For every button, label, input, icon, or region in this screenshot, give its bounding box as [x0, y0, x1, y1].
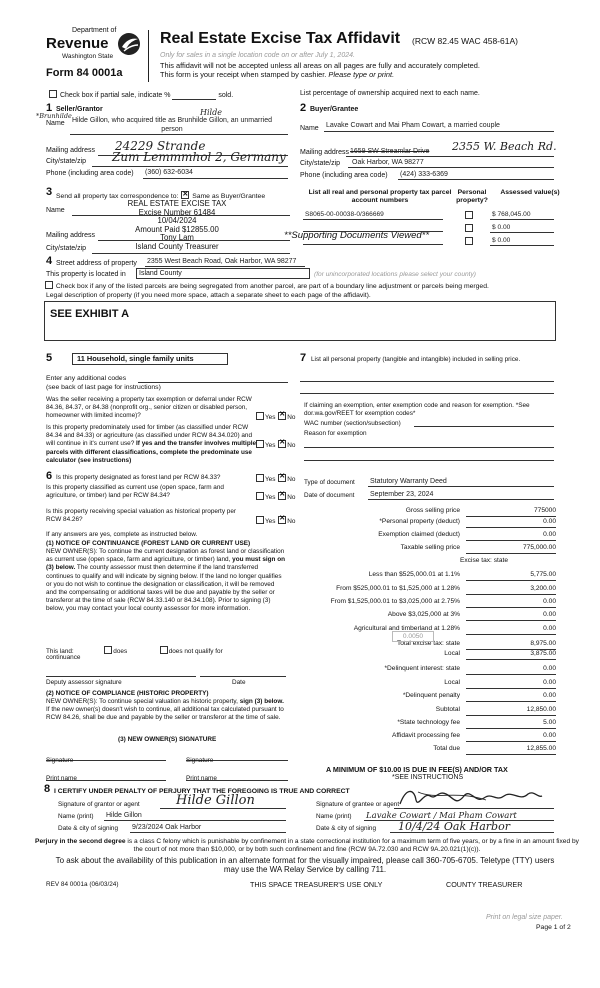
grantor-name-value[interactable]: Hilde Gillon: [106, 812, 142, 819]
calc-row-label: Affidavit processing fee: [391, 732, 460, 739]
calc-row-label: *Delinquent penalty: [402, 692, 460, 699]
historic-answer: [255, 516, 295, 526]
header-divider: [148, 30, 149, 82]
calc-row: [300, 531, 558, 542]
stamp-line-5: Tony Lam: [160, 233, 194, 243]
notice-line2: [160, 70, 394, 79]
calc-row-label: From $525,000.01 to $1,525,000 at 1.28%: [336, 585, 460, 592]
open-space-question: Is this property classified as current use (open space, farm and agriculture, or timber) land per RCW 84.34?: [46, 484, 224, 500]
exemption-yes-checkbox[interactable]: [256, 412, 264, 420]
parcel-account-2[interactable]: [303, 231, 443, 232]
section7-number: 7: [300, 352, 307, 364]
section3-name-label: Name: [46, 207, 65, 214]
legal-size-note: Print on legal size paper.: [486, 914, 563, 921]
buyer-phone-value[interactable]: (424) 333-6369: [400, 171, 448, 178]
seller-phone-label: Phone (including area code): [46, 170, 134, 177]
wac-number-field[interactable]: [414, 426, 554, 427]
document-type-label: Type of document: [304, 479, 355, 486]
partial-sale-label: Check box if partial sale, indicate %: [59, 92, 171, 99]
personal-property-checkbox-3[interactable]: [465, 237, 473, 245]
buyer-city-label: City/state/zip: [300, 160, 341, 167]
grantor-date-value[interactable]: 9/23/2024 Oak Harbor: [132, 824, 202, 831]
calc-row: [300, 611, 558, 622]
calc-row-value[interactable]: 5.00: [466, 719, 556, 729]
rcw-reference: (RCW 82.45 WAC 458-61A): [412, 36, 518, 46]
signature-label-2: Signature: [186, 757, 214, 764]
notice1-bold: you must sign on (3) below.: [46, 556, 286, 572]
buyer-mailing-label: Mailing address: [300, 149, 350, 156]
calc-row-value[interactable]: 12,850.00: [466, 706, 556, 716]
timber-answer: [255, 440, 295, 450]
calc-row: [300, 518, 558, 529]
same-as-buyer-label: Same as Buyer/Grantee: [192, 193, 266, 200]
seller-section-label: Seller/Grantor: [56, 106, 103, 113]
timber-question: [46, 424, 258, 465]
calc-row: [300, 557, 558, 568]
section1-number: 1: [46, 102, 53, 114]
deputy-date-line[interactable]: [200, 676, 286, 677]
seller-mailing-label: Mailing address: [46, 147, 96, 154]
notice3-title: (3) NEW OWNER(S) SIGNATURE: [118, 736, 217, 743]
perjury-notice: [34, 838, 580, 853]
buyer-phone-label: Phone (including area code): [300, 172, 388, 179]
calc-row-label: Total due: [433, 745, 460, 752]
calc-row-value[interactable]: 8,975.00: [466, 640, 556, 650]
tax-correspondence-label: Send all property tax correspondence to:: [56, 193, 179, 200]
calc-row: [300, 665, 558, 676]
open-space-no-label: No: [287, 494, 296, 501]
calc-row: [300, 719, 558, 730]
forest-no-label: No: [287, 476, 296, 483]
assessed-value-2[interactable]: $ 0.00: [492, 224, 511, 231]
calc-row-value[interactable]: 0.00: [466, 518, 556, 528]
calc-row-label: Less than $525,000.01 at 1.1%: [368, 571, 460, 578]
forest-answer: [255, 474, 295, 484]
parcel-account-1[interactable]: S8065-00-00038-0/366669: [305, 211, 384, 218]
calc-row: [300, 544, 558, 555]
see-instructions-note: *SEE INSTRUCTIONS: [392, 774, 464, 781]
document-date-label: Date of document: [304, 492, 355, 499]
notice2-title: (2) NOTICE OF COMPLIANCE (HISTORIC PROPERTY): [46, 690, 209, 697]
section2-number: 2: [300, 102, 307, 114]
exemption-reason-line-2[interactable]: [304, 460, 554, 461]
grantee-name-value[interactable]: Lavake Cowart / Mai Pham Cowart: [366, 811, 517, 821]
local-rate-value[interactable]: 0.0050: [392, 631, 434, 642]
calc-row-label: From $1,525,000.01 to $3,025,000 at 2.75%: [330, 598, 460, 605]
calc-row-label: Subtotal: [435, 706, 460, 713]
forest-yes-checkbox[interactable]: [256, 474, 264, 482]
seller-city-value[interactable]: Zum Lemmmhol 2, Germany: [112, 150, 286, 164]
personal-property-checkbox-1[interactable]: [465, 211, 473, 219]
exemption-question: Was the seller receiving a property tax exemption or deferral under RCW 84.36, 84.37, or 84.38 (nonprofit org., senior citizen or disabled person, homeowner with limited income)?: [46, 396, 252, 420]
page-indicator: Page 1 of 2: [536, 924, 571, 931]
form-number: Form 84 0001a: [46, 67, 123, 79]
calc-row: [300, 706, 558, 717]
dept-line2: Revenue: [46, 35, 109, 52]
grantee-signature-label: Signature of grantee or agent: [316, 801, 400, 808]
deputy-signature-line[interactable]: [46, 676, 196, 677]
calc-row-value[interactable]: 0.00: [466, 665, 556, 675]
notice-type-print: Please type or print.: [328, 70, 395, 79]
seller-name-label: Name: [46, 120, 65, 127]
personal-property-header: Personal property?: [456, 189, 488, 204]
forest-no-checkbox[interactable]: [278, 474, 286, 482]
buyer-name-label: Name: [300, 125, 319, 132]
calc-row-label: *Delinquent interest: state: [384, 665, 460, 672]
exemption-reason-line-1[interactable]: [304, 447, 554, 448]
timber-question-bold: If yes and the transfer involves multiple parcels with different classifications, complete the predominate use calculator (see instructions): [46, 440, 257, 464]
partial-sale-row: [48, 90, 233, 100]
assessed-value-3[interactable]: $ 0.00: [492, 237, 511, 244]
revision-code: REV 84 0001a (06/03/24): [46, 881, 119, 888]
calc-row-value[interactable]: 0.00: [466, 679, 556, 689]
seller-annotation-hilde: Hilde: [200, 108, 222, 117]
grantor-signature[interactable]: Hilde Gillon: [176, 793, 255, 808]
calc-row-label: Above $3,025,000 at 3%: [387, 611, 460, 618]
use-code-value: 11 Household, single family units: [77, 354, 194, 363]
stamp-line-1: REAL ESTATE EXCISE TAX: [127, 199, 227, 208]
calc-row-value[interactable]: 0.00: [466, 692, 556, 702]
historic-question: Is this property receiving special valuation as historical property per RCW 84.26?: [46, 508, 237, 524]
list-percentage-note: List percentage of ownership acquired next to each name.: [300, 90, 480, 97]
section8-number: 8: [44, 783, 51, 795]
signature-label-1: Signature: [46, 757, 74, 764]
dor-logo: [44, 27, 144, 87]
deputy-signature-label: Deputy assessor signature: [46, 679, 122, 686]
buyer-mailing-handwritten[interactable]: 2355 W. Beach Rd.: [452, 140, 557, 153]
notice2-text-a: NEW OWNER(S): To continue special valuation as historic property,: [46, 698, 238, 705]
stamp-line-6: Island County Treasurer: [135, 241, 219, 251]
notice2-bold: sign (3) below.: [239, 698, 284, 705]
buyer-city-value[interactable]: Oak Harbor, WA 98277: [352, 159, 424, 166]
calc-row-label: Total excise tax: state: [396, 640, 460, 647]
notice1-title: (1) NOTICE OF CONTINUANCE (FOREST LAND OR CURRENT USE): [46, 540, 251, 547]
legal-description-box[interactable]: [44, 301, 556, 341]
calc-row-label: *Personal property (deduct): [379, 518, 460, 525]
calc-row: [300, 507, 558, 518]
exemption-no-label: No: [287, 414, 296, 421]
calc-row: [300, 732, 558, 743]
if-yes-note: If any answers are yes, complete as instructed below.: [46, 531, 198, 538]
section5-number: 5: [46, 352, 53, 364]
grantor-date-label: Date & city of signing: [58, 825, 119, 832]
grantee-date-value[interactable]: 10/4/24 Oak Harbor: [398, 820, 510, 833]
exemption-claim-label: If claiming an exemption, enter exemption code and reason for exemption. *See dor.wa.gov/REET for exemption codes*: [304, 402, 530, 418]
historic-no-checkbox[interactable]: [278, 516, 286, 524]
open-space-answer: [255, 492, 295, 502]
calc-row-value[interactable]: 12,855.00: [466, 745, 556, 755]
calc-row-label: Local: [444, 650, 460, 657]
located-in-label: This property is located in: [46, 271, 126, 278]
calc-row-label: Excise tax: state: [459, 557, 508, 564]
grantee-date-label: Date & city of signing: [316, 825, 377, 832]
additional-codes-label: Enter any additional codes: [46, 375, 127, 382]
treasurer-stamp: [102, 200, 252, 252]
calc-row-value[interactable]: 3,875.00: [466, 650, 556, 660]
personal-property-list-line-2[interactable]: [300, 393, 554, 394]
buyer-mailing-value[interactable]: 1659 SW Streamlar Drive: [350, 148, 430, 155]
street-address-label: Street address of property: [56, 260, 137, 267]
calc-row-value[interactable]: 0.00: [466, 611, 556, 621]
page-title: Real Estate Excise Tax Affidavit: [160, 30, 401, 47]
seller-annotation-brunhilde: *Brunhilde: [36, 112, 72, 120]
dept-line3: Washington State: [62, 53, 114, 60]
buyer-section-label: Buyer/Grantee: [310, 106, 359, 113]
timber-yes-checkbox[interactable]: [256, 440, 264, 448]
land-does-checkbox[interactable]: [104, 646, 112, 654]
minimum-due-note: A MINIMUM OF $10.00 IS DUE IN FEE(S) AND/OR TAX: [326, 765, 508, 774]
parcel-list-header: List all real and personal property tax parcel account numbers: [308, 189, 452, 204]
calc-row-label: *State technology fee: [397, 719, 460, 726]
unincorporated-note: (for unincorporated locations please select your county): [314, 271, 477, 278]
calc-row-value[interactable]: 0.00: [466, 625, 556, 635]
partial-sold-label: sold.: [218, 92, 234, 99]
dor-logo-icon: [116, 31, 142, 57]
calc-row: [300, 692, 558, 703]
same-as-buyer-checkbox[interactable]: [181, 191, 189, 199]
stamp-line-3: 10/04/2024: [157, 216, 197, 226]
seller-city-label: City/state/zip: [46, 158, 87, 165]
forest-question: Is this property designated as forest land per RCW 84.33?: [56, 474, 221, 481]
personal-property-list-label: List all personal property (tangible and intangible) included in selling price.: [311, 356, 521, 363]
personal-property-list-line-1[interactable]: [300, 381, 554, 382]
calc-row-label: Taxable selling price: [400, 544, 460, 551]
dept-line1: Department of: [72, 27, 117, 34]
segregated-row: [44, 281, 489, 290]
notice2-body: [46, 698, 286, 723]
legal-description-value: SEE EXHIBIT A: [50, 308, 130, 320]
calc-row-value[interactable]: 3,200.00: [466, 585, 556, 595]
stamp-line-4: Amount Paid $12855.00: [135, 224, 219, 234]
supporting-docs-stamp: **Supporting Documents Viewed**: [284, 230, 430, 241]
section3-mailing-label: Mailing address: [46, 232, 96, 239]
calc-row-value[interactable]: 5,775.00: [466, 571, 556, 581]
land-does-label: does: [113, 648, 128, 655]
assessed-value-1[interactable]: $ 768,045.00: [492, 211, 531, 218]
exemption-yes-label: Yes: [265, 414, 276, 421]
open-space-no-checkbox[interactable]: [278, 492, 286, 500]
legal-description-label: Legal description of property (if you need more space, attach a separate sheet to each page of the affidavit).: [46, 292, 371, 299]
section4-number: 4: [46, 255, 53, 267]
county-treasurer-label: COUNTY TREASURER: [446, 880, 523, 889]
calc-row: [300, 679, 558, 690]
notice1-body: [46, 548, 286, 614]
calc-row: [300, 650, 558, 661]
calc-row: [300, 745, 558, 756]
use-code-select[interactable]: [72, 353, 228, 365]
document-date-value[interactable]: September 23, 2024: [370, 491, 434, 498]
open-space-yes-checkbox[interactable]: [256, 492, 264, 500]
calc-row: [300, 571, 558, 582]
certify-statement: I CERTIFY UNDER PENALTY OF PERJURY THAT THE FOREGOING IS TRUE AND CORRECT: [54, 788, 350, 795]
segregated-checkbox[interactable]: [45, 281, 53, 289]
county-select[interactable]: [136, 268, 310, 279]
calc-row-value[interactable]: 0.00: [466, 531, 556, 541]
land-does-not-checkbox[interactable]: [160, 646, 168, 654]
calc-row-value[interactable]: 775000: [466, 507, 556, 517]
county-select-value: Island County: [139, 270, 182, 277]
wac-number-label: WAC number (section/subsection): [304, 420, 401, 427]
calc-row-label: Gross selling price: [405, 507, 460, 514]
see-back-note: (see back of last page for instructions): [46, 384, 161, 391]
personal-property-checkbox-2[interactable]: [465, 224, 473, 232]
exemption-reason-label: Reason for exemption: [304, 430, 367, 437]
calc-row-label: Local: [444, 679, 460, 686]
calc-row-value[interactable]: 0.00: [466, 732, 556, 742]
parcel-account-3[interactable]: [303, 244, 443, 245]
street-address-value[interactable]: 2355 West Beach Road, Oak Harbor, WA 98277: [147, 258, 297, 265]
only-for-note: Only for sales in a single location code on or after July 1, 2024.: [160, 52, 355, 59]
segregated-label: Check box if any of the listed parcels are being segregated from another parcel, are part of a boundary line adjustment or parcels being merged.: [55, 283, 489, 290]
calc-row-label: Agricultural and timberland at 1.28%: [353, 625, 460, 632]
historic-yes-checkbox[interactable]: [256, 516, 264, 524]
notice1-text-b: The county assessor must then determine if the land transferred continues to qualify and will indicate by signing below. If the land no longer qualifies or you do not wish to continue the designation or classification, it will be removed and the compensating or additional taxes will be due and payable by the seller or transferor at the time of sale (RCW 84.33.140 or 84.34.108). Prior to signing (3) below, you may contact your local county assessor for more information.: [46, 564, 282, 613]
grantee-signature-scribble[interactable]: [396, 786, 546, 810]
seller-name-value[interactable]: Hilde Gillon, who acquired title as Brunhilde Gillon, an unmarried person: [72, 117, 272, 133]
treasurer-use-label: THIS SPACE TREASURER'S USE ONLY: [250, 880, 383, 889]
deputy-date-label: Date: [232, 679, 246, 686]
calc-row-value[interactable]: 775,000.00: [466, 544, 556, 554]
perjury-bold: Perjury in the second degree: [35, 838, 126, 845]
timber-question-text: Is this property predominately used for timber (as classified under RCW 84.34 and 84.33) or agriculture (as classified under RCW 84.34.020) and will continue in it's current use?: [46, 424, 253, 448]
grantor-signature-label: Signature of grantor or agent: [58, 801, 140, 808]
forest-yes-label: Yes: [265, 476, 276, 483]
this-land-label: This land:: [46, 648, 74, 655]
stamp-line-2: Excise Number 61484: [138, 207, 216, 217]
calc-row-value[interactable]: 0.00: [466, 598, 556, 608]
notice-receipt: This form is your receipt when stamped by cashier.: [160, 70, 327, 79]
exemption-no-checkbox[interactable]: [278, 412, 286, 420]
section3-number: 3: [46, 186, 53, 198]
continuance-label: continuance: [46, 654, 81, 661]
grantee-name-label: Name (print): [316, 813, 352, 820]
calc-row: [300, 598, 558, 609]
section3-city-label: City/state/zip: [46, 245, 87, 252]
exemption-answer: [255, 412, 295, 422]
print-name-label-2: Print name: [186, 775, 217, 782]
open-space-yes-label: Yes: [265, 494, 276, 501]
alternate-format-note: To ask about the availability of this publication in an alternate format for the visually impaired, please call 360-705-6705. Teletype (TTY) users may use the WA Relay Service by calling 711.: [55, 856, 555, 874]
perjury-text: is a class C felony which is punishable by confinement in a state correctional institution for a maximum term of five years, or by a fine in an amount fixed by the court of not more than $10,000, or by both such confinement and fine (RCW 9A.72.030 and RCW 9A.20.021(1)(c)).: [127, 838, 579, 853]
assessed-value-header: Assessed value(s): [500, 189, 560, 196]
partial-percent-field[interactable]: [172, 92, 216, 100]
buyer-name-value[interactable]: Lavake Cowart and Mai Pham Cowart, a married couple: [326, 122, 500, 129]
timber-yes-label: Yes: [265, 442, 276, 449]
print-name-label-1: Print name: [46, 775, 77, 782]
seller-phone-value[interactable]: (360) 632-6034: [145, 169, 193, 176]
timber-no-checkbox[interactable]: [278, 440, 286, 448]
partial-sale-checkbox[interactable]: [49, 90, 57, 98]
section6-number: 6: [46, 470, 53, 482]
land-does-not-label: does not qualify for: [168, 648, 223, 655]
seller-mailing-value[interactable]: 24229 Strande: [115, 139, 206, 153]
document-type-value[interactable]: Statutory Warranty Deed: [370, 478, 447, 485]
notice1-text-a: NEW OWNER(S): To continue the current designation as forest land or classification as current use (open space, farm and agriculture, or timber) land,: [46, 548, 285, 564]
historic-no-label: No: [287, 518, 296, 525]
historic-yes-label: Yes: [265, 518, 276, 525]
grantor-name-label: Name (print): [58, 813, 94, 820]
notice-line1: This affidavit will not be accepted unless all areas on all pages are fully and accurately completed.: [160, 61, 480, 70]
calc-row: [300, 585, 558, 596]
calc-row-label: Exemption claimed (deduct): [378, 531, 460, 538]
notice2-text-b: If the new owner(s) doesn't wish to continue, all additional tax calculated pursuant to RCW 84.26, shall be due and payable by the seller or transferor at the time of sale.: [46, 706, 284, 722]
timber-no-label: No: [287, 442, 296, 449]
